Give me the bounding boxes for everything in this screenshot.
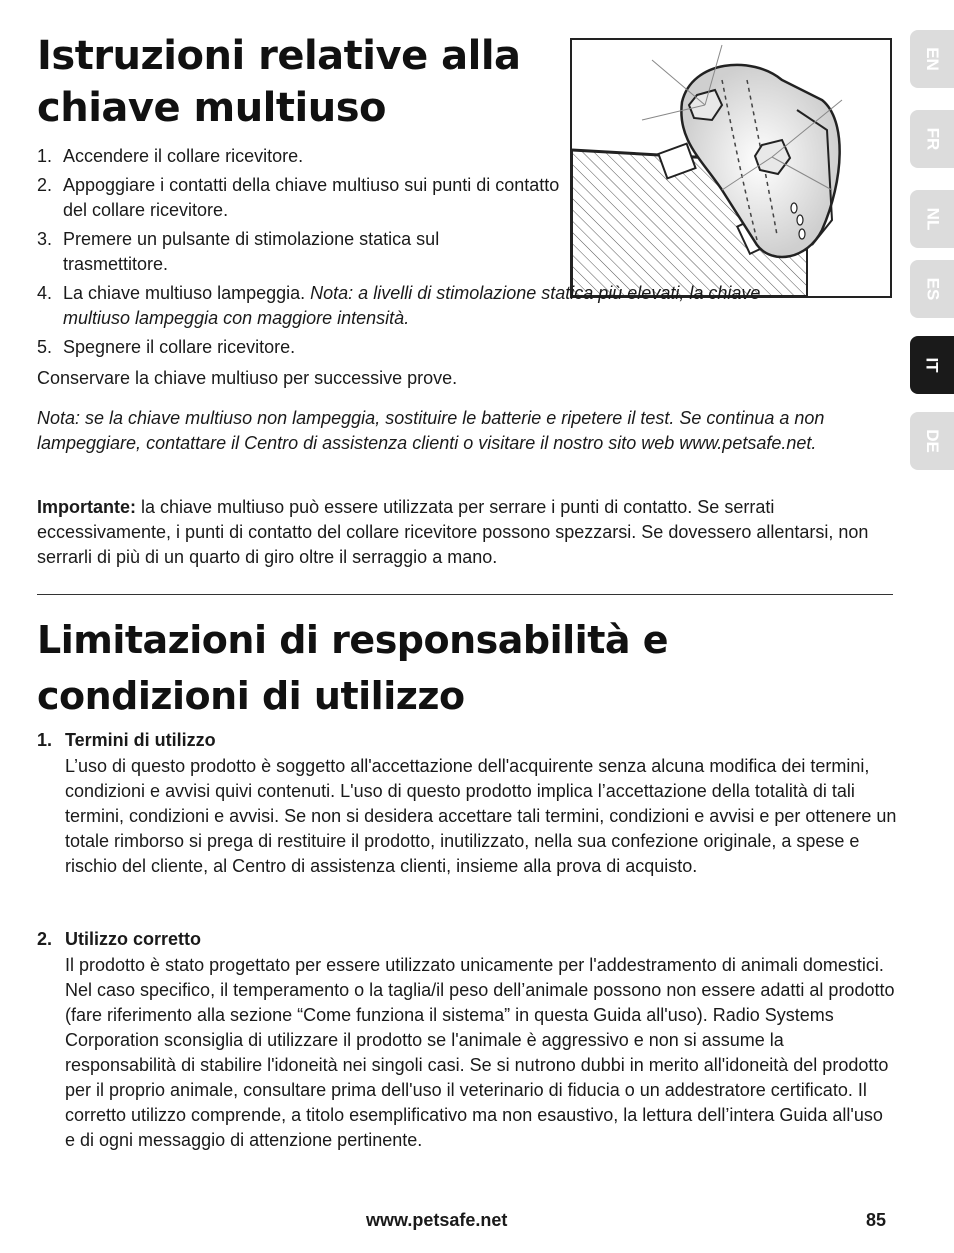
- subsection-heading: [37, 927, 897, 951]
- step-text: Appoggiare i contatti della chiave multiuso sui punti di contatto del collare ricevitore.: [63, 175, 560, 220]
- step-number: 3.: [37, 229, 53, 249]
- step-text: Accendere il collare ricevitore.: [63, 146, 304, 166]
- storage-instruction: Conservare la chiave multiuso per successive prove.: [37, 368, 458, 388]
- terms-of-use-section: [37, 728, 897, 879]
- subsection-number: 2.: [37, 929, 53, 949]
- title-line: Limitazioni di responsabilità e: [37, 618, 669, 662]
- section-title-test-light: [37, 30, 557, 134]
- step-item: [37, 173, 827, 223]
- section-divider: [37, 594, 893, 595]
- title-line: condizioni di utilizzo: [37, 674, 465, 718]
- step-number: 4.: [37, 283, 53, 303]
- important-notice: [37, 495, 897, 570]
- step-number: 1.: [37, 146, 53, 166]
- language-tab-de[interactable]: DE: [910, 412, 954, 470]
- troubleshooting-note: Nota: se la chiave multiuso non lampeggia, sostituire le batterie e ripetere il test. Se continua a non lampeggiare, contattare il Centro di assistenza clienti o visitare il nostro sito web www.petsafe.net.: [37, 408, 825, 453]
- step-item: [37, 335, 827, 360]
- important-text: la chiave multiuso può essere utilizzata per serrare i punti di contatto. Se serrati eccessivamente, i punti di contatto del collare ricevitore possono spezzarsi. Se dovessero allentarsi, non serrarli di più di un quarto di giro oltre il serraggio a mano.: [37, 497, 869, 567]
- language-tab-es[interactable]: ES: [910, 260, 954, 318]
- step-item: [37, 281, 827, 331]
- step-item: [37, 227, 827, 277]
- language-tab-nl[interactable]: NL: [910, 190, 954, 248]
- language-tab-en[interactable]: EN: [910, 30, 954, 88]
- title-line: chiave multiuso: [37, 85, 386, 131]
- subsection-heading: [37, 728, 897, 752]
- subsection-text: Il prodotto è stato progettato per essere utilizzato unicamente per l'addestramento di animali domestici. Nel caso specifico, il temperamento o la taglia/il peso dell’animale possono non essere adatti al prodotto (fare riferimento alla sezione “Come funziona il sistema” in questa Guida all'uso). Radio Systems Corporation sconsiglia di utilizzare il prodotto se l'animale è aggressivo e non si assume la responsabilità di stabilire l'idoneità nei singoli casi. Se si nutrono dubbi in merito all'idoneità del prodotto per il proprio animale, consultare prima dell'uso il veterinario di fiducia o un addestratore certificato. Il corretto utilizzo comprende, a titolo esemplificativo ma non esaustivo, la lettura dell’intera Guida all'uso e di ogni messaggio di attenzione pertinente.: [65, 955, 895, 1150]
- title-line: Istruzioni relative alla: [37, 33, 521, 79]
- step-note: Nota: a livelli di stimolazione statica più elevati, la chiave multiuso lampeggia con maggiore intensità.: [63, 283, 761, 328]
- footer-website: www.petsafe.net: [366, 1210, 508, 1230]
- test-light-steps: [37, 144, 827, 364]
- subsection-title: Termini di utilizzo: [65, 730, 216, 750]
- subsection-text: L’uso di questo prodotto è soggetto all'accettazione dell'acquirente senza alcuna modifica dei termini, condizioni e avvisi quivi contenuti. L'uso di questo prodotto implica l’accettazione della totalità di tali termini, condizioni e avvisi. Se non si desidera accettare tali termini, condizioni e avvisi e per ottenere un totale rimborso si prega di restituire il prodotto, inutilizzato, nella sua confezione originale, a spese e rischio del cliente, al Centro di assistenza clienti, insieme alla prova di acquisto.: [65, 756, 897, 876]
- subsection-title: Utilizzo corretto: [65, 929, 202, 949]
- subsection-number: 1.: [37, 730, 53, 750]
- step-item: [37, 144, 827, 169]
- step-text: Premere un pulsante di stimolazione statica sul trasmettitore.: [63, 229, 440, 274]
- proper-use-section: [37, 927, 897, 1153]
- important-label: Importante:: [37, 497, 136, 517]
- step-text: Spegnere il collare ricevitore.: [63, 337, 296, 357]
- step-number: 5.: [37, 337, 53, 357]
- section-title-terms: [37, 612, 897, 724]
- language-tab-fr[interactable]: FR: [910, 110, 954, 168]
- step-number: 2.: [37, 175, 53, 195]
- step-text: La chiave multiuso lampeggia.: [63, 283, 306, 303]
- language-tab-it[interactable]: IT: [910, 336, 954, 394]
- page-number: 85: [866, 1210, 887, 1230]
